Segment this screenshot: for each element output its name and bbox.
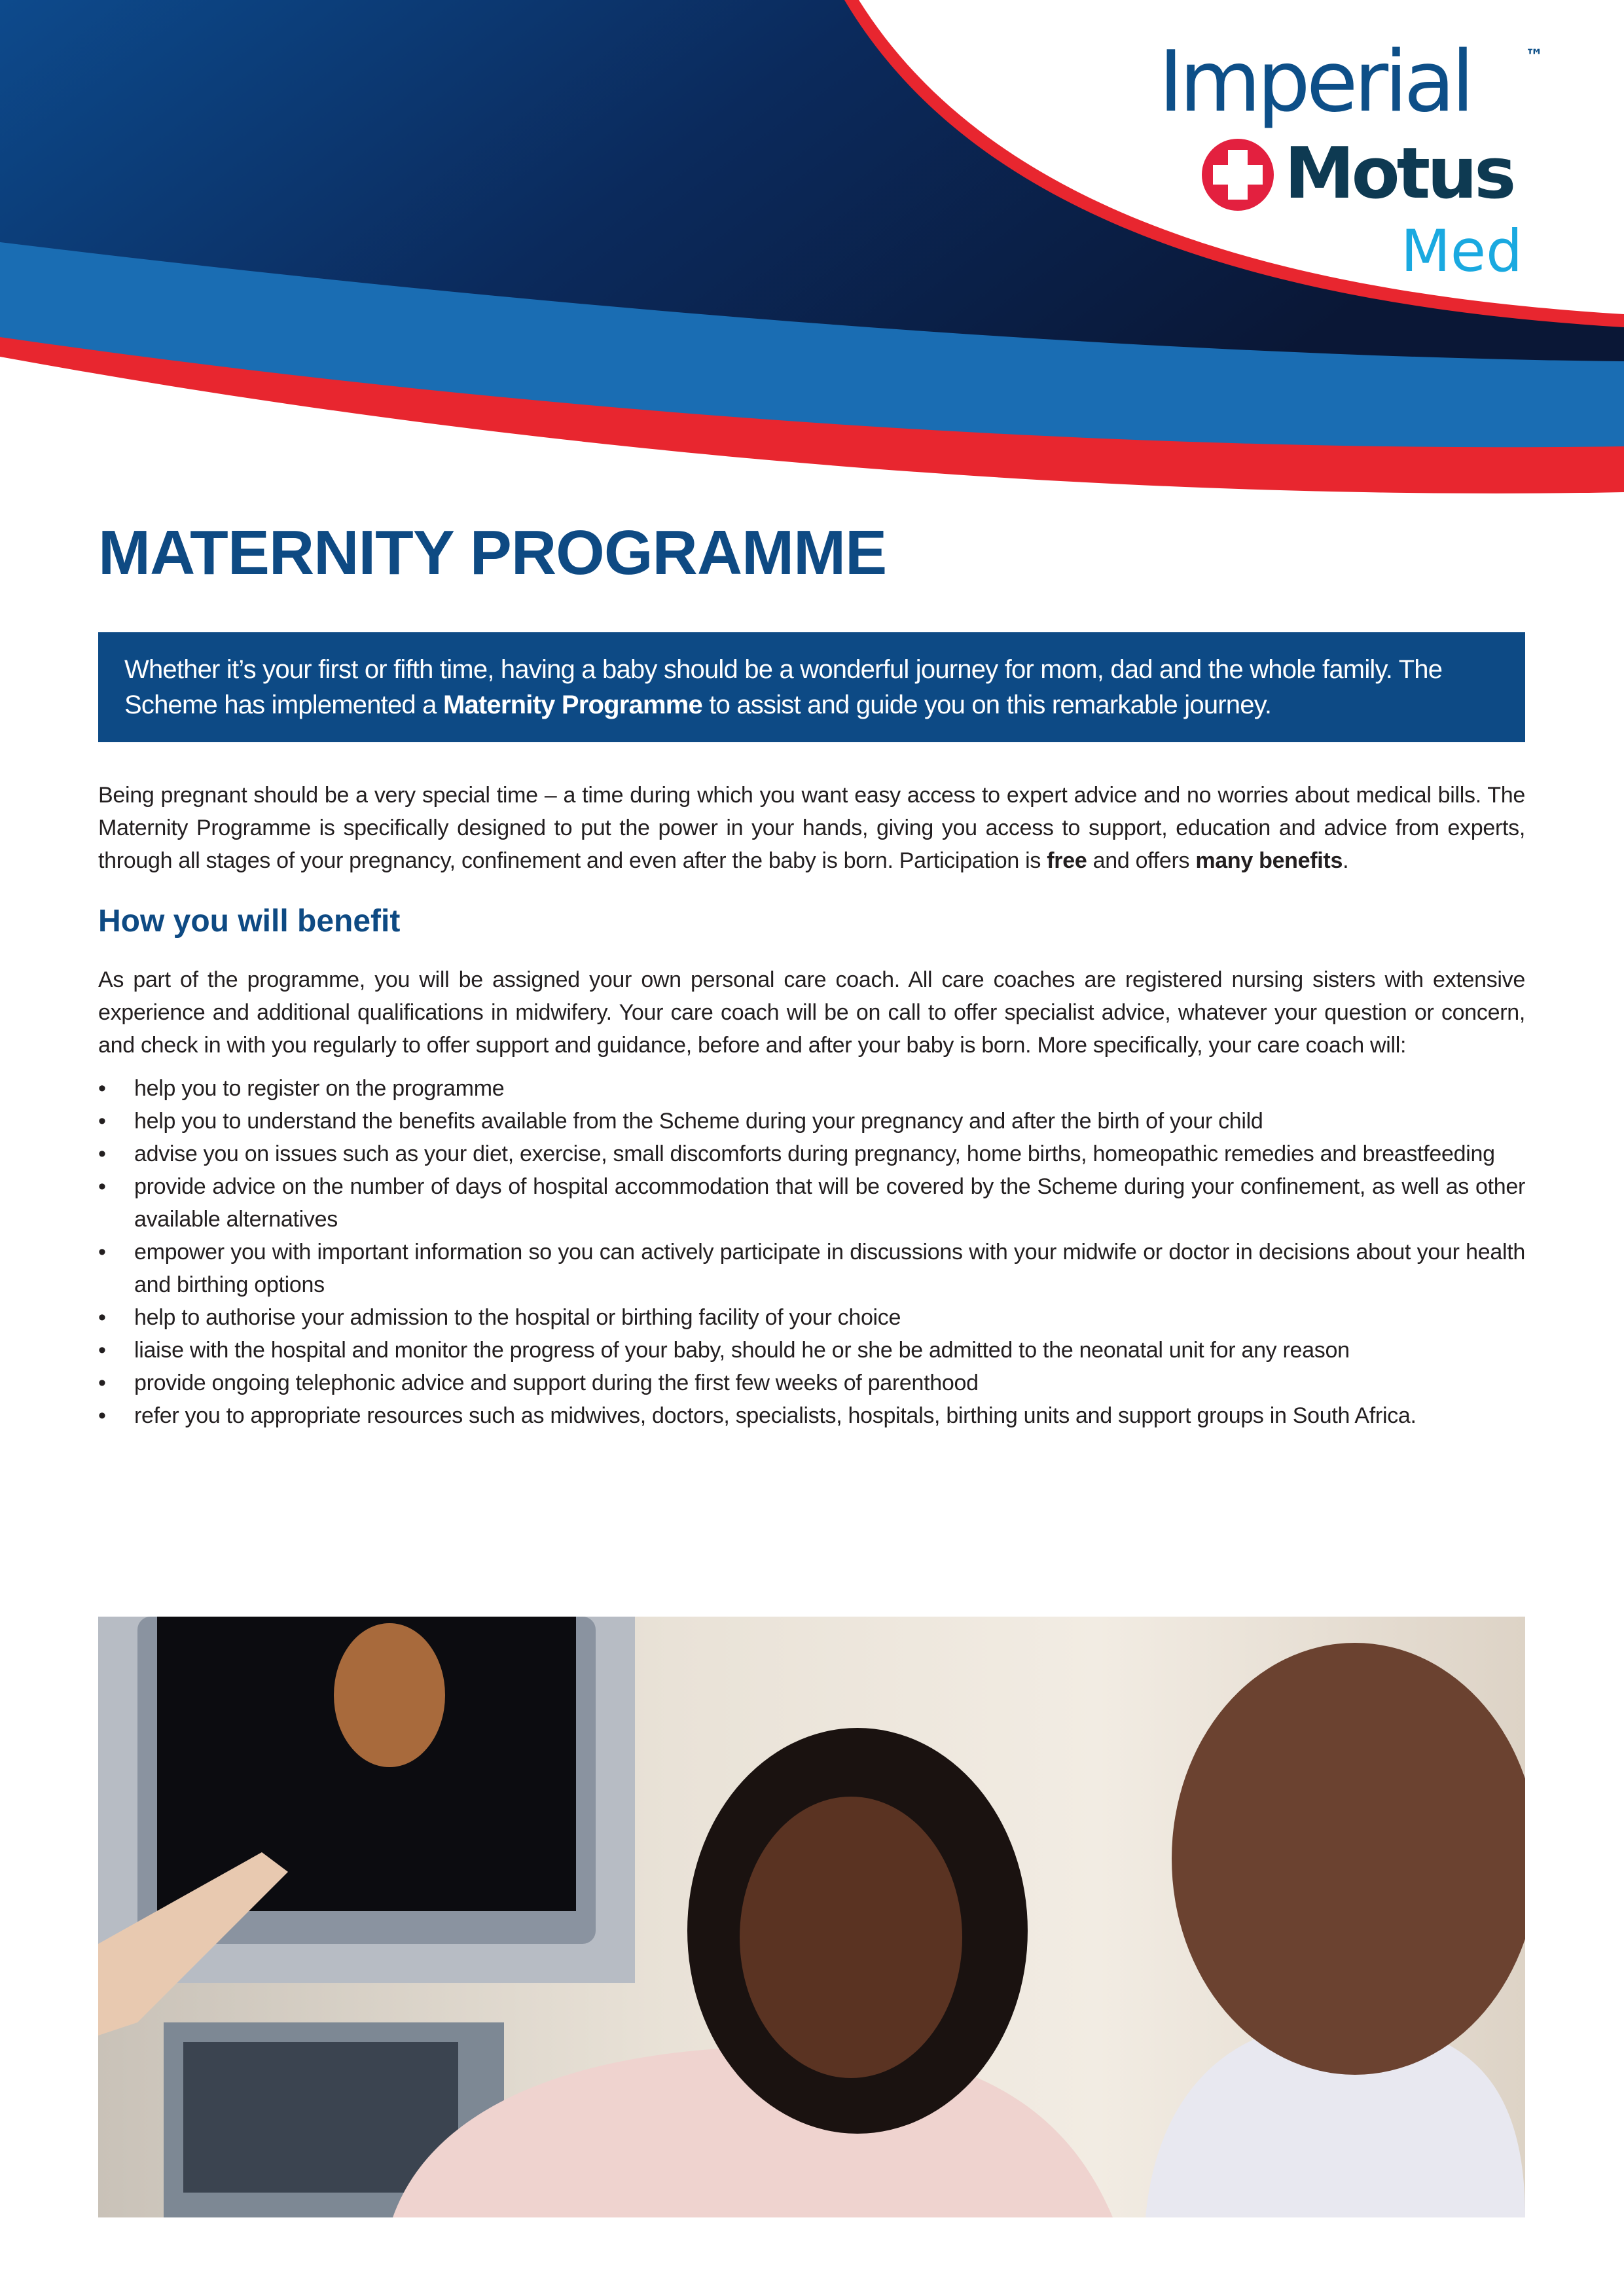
logo-med: Med (1401, 217, 1523, 285)
para-text-mid: and offers (1087, 848, 1196, 873)
para-text-end: . (1343, 848, 1349, 873)
list-item: • liaise with the hospital and monitor the progress of your baby, should he or she be admitted to the neonatal unit for any reason (98, 1334, 1525, 1367)
intro-paragraph (98, 779, 1525, 877)
list-item: • provide advice on the number of days of hospital accommodation that will be covered by the Scheme during your confinement, as well as other available alternatives (98, 1170, 1525, 1236)
photo-illustration (98, 1617, 1525, 2217)
woman-face (740, 1797, 962, 2078)
intro-text-end: to assist and guide you on this remarkable journey. (702, 691, 1272, 719)
header-banner (0, 0, 1624, 497)
list-item: • refer you to appropriate resources such as midwives, doctors, specialists, hospitals, birthing units and support groups in South Africa. (98, 1399, 1525, 1432)
main-content (98, 517, 1525, 1432)
section-heading: How you will benefit (98, 904, 401, 939)
logo-motus: Motus (1284, 133, 1513, 215)
fetus-image (334, 1623, 445, 1767)
list-item: • help you to understand the benefits available from the Scheme during your pregnancy and after the birth of your child (98, 1105, 1525, 1138)
list-item: • help to authorise your admission to the hospital or birthing facility of your choice (98, 1301, 1525, 1334)
logo-trademark: ™ (1525, 45, 1543, 67)
bold-many-benefits: many benefits (1195, 848, 1343, 873)
list-item: • advise you on issues such as your diet, exercise, small discomforts during pregnancy, home births, homeopathic remedies and breastfeeding (98, 1138, 1525, 1170)
intro-bold: Maternity Programme (442, 691, 702, 719)
list-item: • provide ongoing telephonic advice and support during the first few weeks of parenthood (98, 1367, 1525, 1399)
man-head (1172, 1643, 1525, 2075)
list-item: • empower you with important information so you can actively participate in discussions with your midwife or doctor in decisions about your health and birthing options (98, 1236, 1525, 1301)
logo-imperial: Imperial (1159, 33, 1471, 131)
benefits-paragraph: As part of the programme, you will be assigned your own personal care coach. All care coaches are registered nursing sisters with extensive experience and additional qualifications in midwifery. Your care coach will be on call to offer specialist advice, whatever your question or concern, and check in with you regularly to offer support and guidance, before and after your baby is born. More specifically, your care coach will: (98, 967, 1525, 1058)
page-title: MATERNITY PROGRAMME (98, 518, 887, 588)
list-item: • help you to register on the programme (98, 1072, 1525, 1105)
intro-callout (98, 632, 1525, 742)
para-text: Being pregnant should be a very special time – a time during which you want easy access to expert advice and no worries about medical bills. The Maternity Programme is specifically designed to put the power in your hands, giving you access to support, education and advice from experts, through all stages of your pregnancy, confinement and even after the baby is born. Participation is (98, 783, 1525, 873)
benefits-list (98, 1072, 1525, 1432)
ultrasound-photo (98, 1617, 1525, 2217)
intro-text: Whether it’s your first or fifth time, having a baby should be a wonderful journey for mom, dad and the whole family. The Scheme has implemented a (124, 655, 1443, 719)
bold-free: free (1047, 848, 1087, 873)
medical-cross-icon (1202, 139, 1274, 211)
